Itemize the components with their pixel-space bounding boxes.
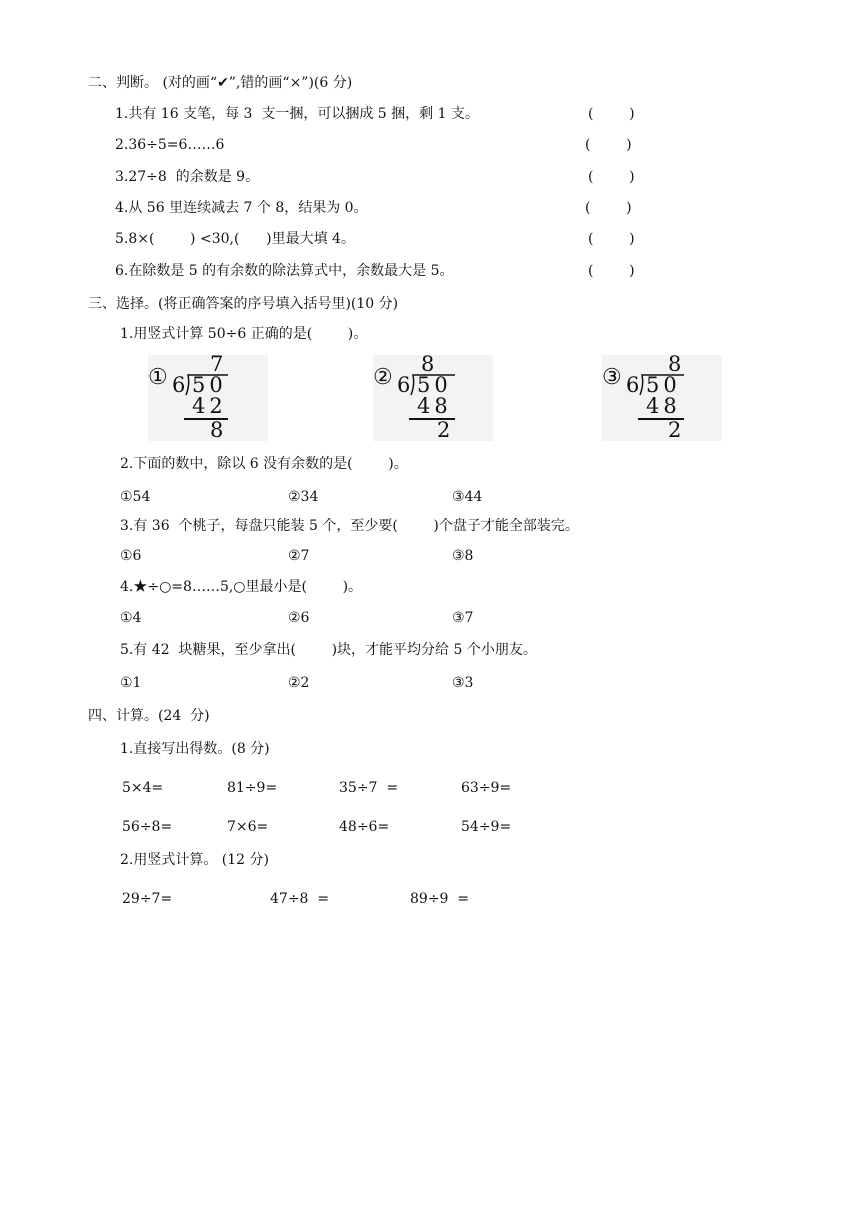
judge-item-6: 6.在除数是 5 的有余数的除法算式中，余数最大是 5。 [115,263,454,279]
vertical-calc-2: 47÷8 = [270,891,330,907]
dividend: 50 [417,373,452,397]
product: 48 [646,394,681,418]
judge-answer-blank-6[interactable]: ( ) [588,263,635,279]
choice-3-option-3[interactable]: ③8 [452,548,474,564]
compute-part2-title: 2.用竖式计算。 (12 分) [120,852,269,868]
option-mark: ① [148,365,168,390]
judge-item-2: 2.36÷5=6……6 [115,137,225,153]
oral-calc-7: 48÷6= [339,819,390,835]
judge-answer-blank-5[interactable]: ( ) [588,231,635,247]
remainder: 2 [668,418,682,442]
compute-part1-title: 1.直接写出得数。(8 分) [120,741,270,757]
choice-5-option-2[interactable]: ②2 [288,675,310,691]
quotient: 8 [421,352,435,376]
divisor: 6 [172,373,186,397]
choice-4-option-3[interactable]: ③7 [452,610,474,626]
oral-calc-8: 54÷9= [461,819,512,835]
product: 42 [192,394,227,418]
quotient: 8 [668,352,682,376]
choice-question-2: 2.下面的数中，除以 6 没有余数的是( )。 [120,456,408,472]
option-mark: ② [373,365,393,390]
product: 48 [417,394,452,418]
section-choice-title: 三、选择。(将正确答案的序号填入括号里)(10 分) [88,296,399,312]
dividend: 50 [192,373,227,397]
judge-item-4: 4.从 56 里连续减去 7 个 8，结果为 0。 [115,200,368,216]
oral-calc-2: 81÷9= [227,780,278,796]
judge-item-1: 1.共有 16 支笔，每 3 支一捆，可以捆成 5 捆，剩 1 支。 [115,106,479,122]
option-mark: ③ [602,365,622,390]
judge-item-5: 5.8×( ) <30,( )里最大填 4。 [115,231,355,247]
choice-question-1: 1.用竖式计算 50÷6 正确的是( )。 [120,326,368,342]
choice-2-option-3[interactable]: ③44 [452,489,483,505]
choice-question-3: 3.有 36 个桃子，每盘只能装 5 个，至少要( )个盘子才能全部装完。 [120,518,579,534]
oral-calc-6: 7×6= [227,819,269,835]
dividend: 50 [646,373,681,397]
choice-3-option-2[interactable]: ②7 [288,548,310,564]
quotient: 7 [210,352,224,376]
judge-answer-blank-1[interactable]: ( ) [588,106,635,122]
choice-5-option-3[interactable]: ③3 [452,675,474,691]
oral-calc-4: 63÷9= [461,780,512,796]
judge-item-3: 3.27÷8 的余数是 9。 [115,169,260,185]
choice-question-5: 5.有 42 块糖果，至少拿出( )块，才能平均分给 5 个小朋友。 [120,642,537,658]
choice-2-option-2[interactable]: ②34 [288,489,319,505]
oral-calc-1: 5×4= [122,780,164,796]
long-division-option-1 [148,352,268,442]
choice-question-4: 4.★÷○=8……5,○里最小是( )。 [120,579,363,595]
vertical-calc-3: 89÷9 = [410,891,470,907]
divisor: 6 [397,373,411,397]
choice-5-option-1[interactable]: ①1 [120,675,142,691]
choice-4-option-1[interactable]: ①4 [120,610,142,626]
judge-answer-blank-3[interactable]: ( ) [588,169,635,185]
judge-answer-blank-4[interactable]: ( ) [585,200,632,216]
choice-3-option-1[interactable]: ①6 [120,548,142,564]
vertical-calc-1: 29÷7= [122,891,173,907]
judge-answer-blank-2[interactable]: ( ) [585,137,632,153]
section-compute-title: 四、计算。(24 分) [88,708,210,724]
section-judge-title: 二、判断。 (对的画“✔”,错的画“×”)(6 分) [88,75,353,91]
long-division-option-2 [373,352,493,442]
choice-4-option-2[interactable]: ②6 [288,610,310,626]
choice-2-option-1[interactable]: ①54 [120,489,151,505]
remainder: 8 [210,418,224,442]
long-division-option-3 [602,352,722,442]
divisor: 6 [626,373,640,397]
oral-calc-5: 56÷8= [122,819,173,835]
remainder: 2 [437,418,451,442]
oral-calc-3: 35÷7 = [339,780,399,796]
